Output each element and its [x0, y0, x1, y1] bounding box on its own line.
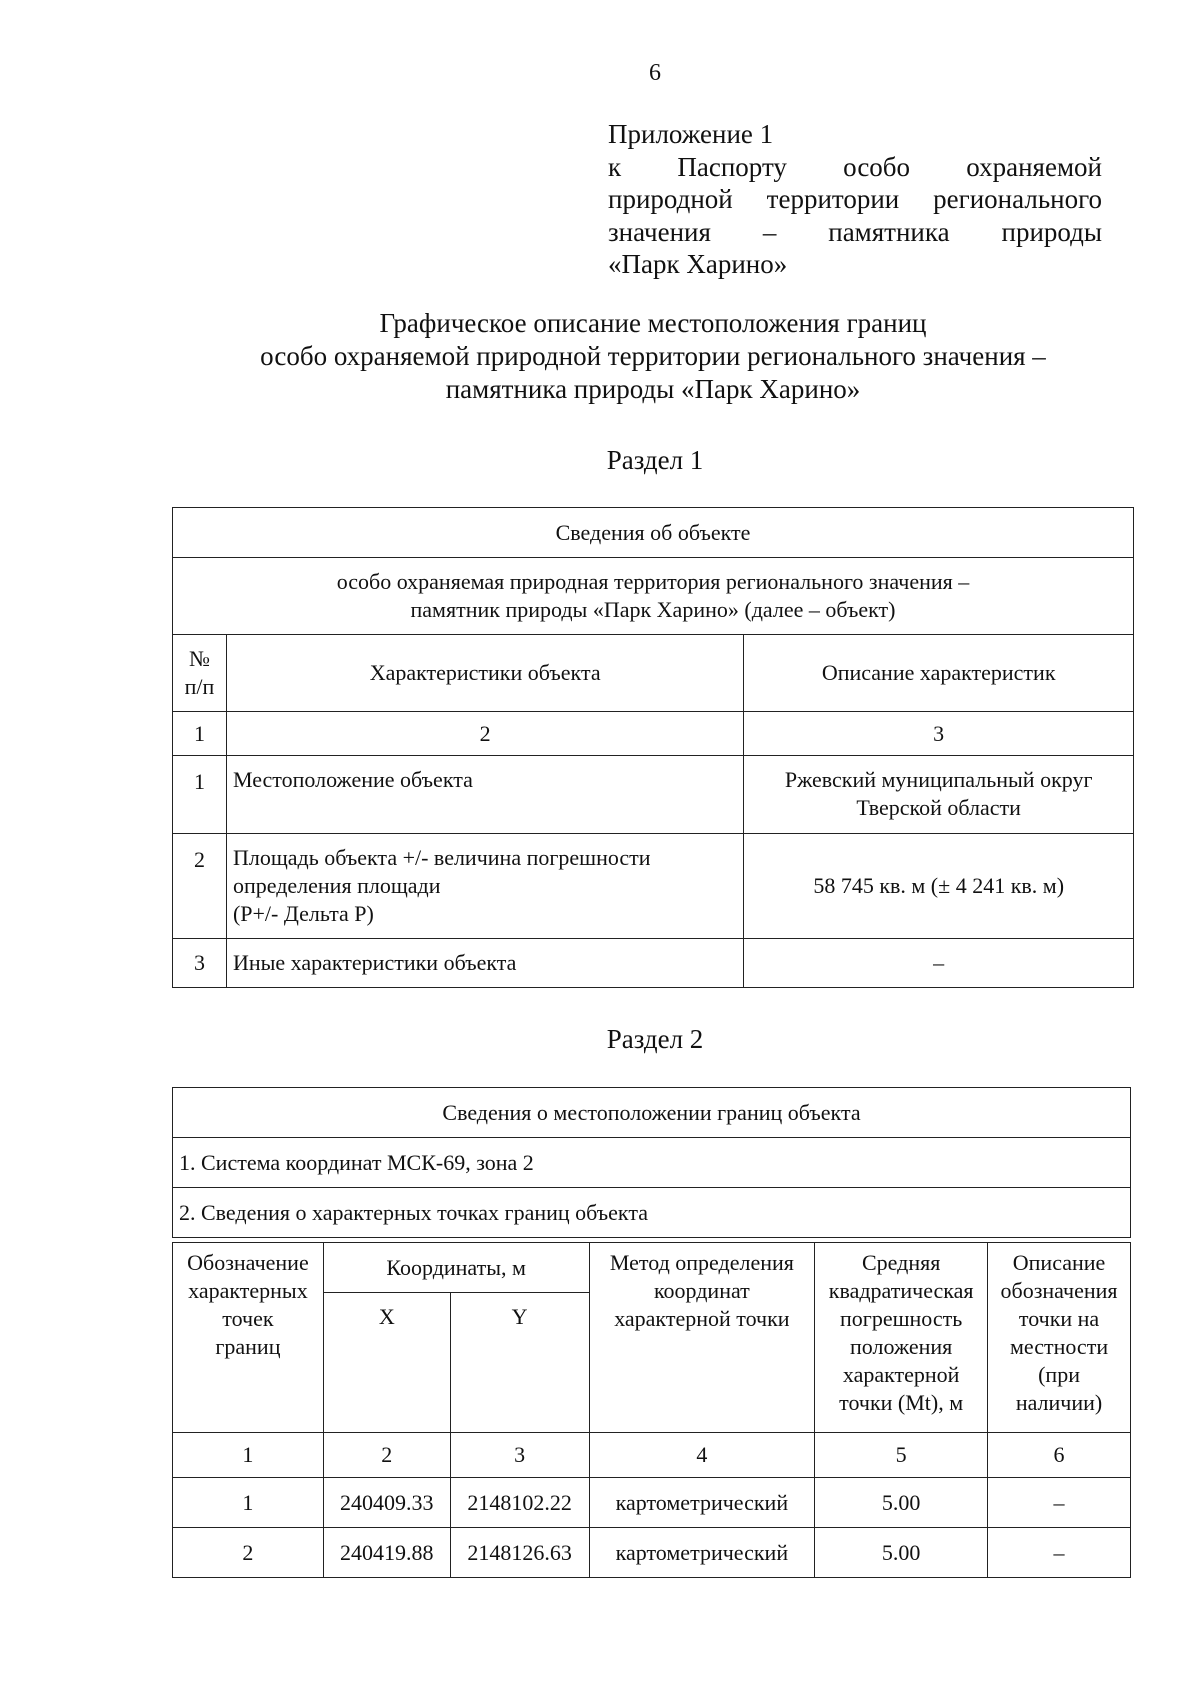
- point-method: картометрический: [589, 1478, 815, 1528]
- object-info-table: [172, 507, 1134, 988]
- appendix-line: к Паспорту особо охраняемой: [608, 151, 1102, 182]
- table-row: [173, 1478, 1131, 1528]
- row-description: [744, 756, 1134, 834]
- column-number: 4: [589, 1433, 815, 1478]
- column-number: 1: [173, 712, 227, 756]
- table-title: Сведения об объекте: [173, 508, 1134, 558]
- table-row: [173, 756, 1134, 834]
- point-y: 2148102.22: [450, 1478, 589, 1528]
- header-characteristics: Характеристики объекта: [226, 635, 743, 712]
- header-line: Средняя: [861, 1250, 941, 1275]
- header-line: характерной точки: [614, 1306, 790, 1331]
- point-id: 1: [173, 1478, 324, 1528]
- header-line: характерной: [842, 1362, 960, 1387]
- header-point-description: [988, 1243, 1131, 1433]
- header-error: [815, 1243, 988, 1433]
- header-description: Описание характеристик: [744, 635, 1134, 712]
- appendix-line: Приложение 1: [608, 119, 774, 149]
- row-characteristic-line: определения площади: [232, 873, 441, 898]
- header-line: Метод определения: [609, 1250, 794, 1275]
- header-line: точки на: [1018, 1306, 1100, 1331]
- row-characteristic-line: Площадь объекта +/- величина погрешности: [232, 845, 651, 870]
- document-heading: [172, 307, 1134, 406]
- table-title: Сведения о местоположении границ объекта: [173, 1088, 1131, 1138]
- row-characteristic-line: (Р+/- Дельта Р): [232, 901, 374, 926]
- header-line: границ: [215, 1334, 281, 1359]
- header-x: X: [323, 1293, 450, 1433]
- header-line: погрешность: [840, 1306, 963, 1331]
- column-number: 2: [323, 1433, 450, 1478]
- row-number: 2: [173, 834, 227, 939]
- appendix-line: «Парк Харино»: [608, 249, 788, 279]
- table-row: [173, 834, 1134, 939]
- heading-line: памятника природы «Парк Харино»: [445, 374, 861, 404]
- header-num-line: №: [188, 646, 210, 671]
- header-num-line: п/п: [184, 674, 215, 699]
- point-x: 240409.33: [323, 1478, 450, 1528]
- point-id: 2: [173, 1528, 324, 1578]
- column-number: 2: [226, 712, 743, 756]
- header-line: местности: [1010, 1334, 1109, 1359]
- row-description: –: [744, 939, 1134, 988]
- header-coordinates: Координаты, м: [323, 1243, 589, 1293]
- row-characteristic: Местоположение объекта: [226, 756, 743, 834]
- table-row: [173, 1528, 1131, 1578]
- boundaries-info-table: [172, 1087, 1131, 1238]
- row-description: 58 745 кв. м (± 4 241 кв. м): [744, 834, 1134, 939]
- row-characteristic: [226, 834, 743, 939]
- column-number: 3: [744, 712, 1134, 756]
- row-number: 1: [173, 756, 227, 834]
- header-line: положения: [850, 1334, 953, 1359]
- column-number: 5: [815, 1433, 988, 1478]
- point-method: картометрический: [589, 1528, 815, 1578]
- heading-line: особо охраняемой природной территории регионального значения –: [260, 341, 1046, 371]
- header-line: (при: [1038, 1362, 1080, 1387]
- point-x: 240419.88: [323, 1528, 450, 1578]
- row-description-line: Тверской области: [856, 795, 1021, 820]
- section1-title: Раздел 1: [606, 445, 704, 475]
- table-row: [173, 939, 1134, 988]
- point-y: 2148126.63: [450, 1528, 589, 1578]
- point-description: –: [988, 1478, 1131, 1528]
- header-designation: [173, 1243, 324, 1433]
- header-line: Обозначение: [187, 1250, 309, 1275]
- object-name-line: особо охраняемая природная территория регионального значения –: [336, 569, 970, 594]
- header-num: [173, 635, 227, 712]
- row-number: 3: [173, 939, 227, 988]
- header-y: Y: [450, 1293, 589, 1433]
- point-error: 5.00: [815, 1478, 988, 1528]
- heading-line: Графическое описание местоположения границ: [379, 308, 927, 338]
- column-number: 6: [988, 1433, 1131, 1478]
- section2-title: Раздел 2: [606, 1024, 704, 1054]
- header-line: Описание: [1012, 1250, 1106, 1275]
- object-name: [173, 558, 1134, 635]
- points-table: [172, 1242, 1131, 1578]
- header-line: обозначения: [1000, 1278, 1118, 1303]
- column-number: 3: [450, 1433, 589, 1478]
- header-line: характерных: [188, 1278, 308, 1303]
- points-title: 2. Сведения о характерных точках границ объекта: [173, 1188, 1131, 1238]
- object-name-line: памятник природы «Парк Харино» (далее – объект): [410, 597, 896, 622]
- header-line: точек: [222, 1306, 274, 1331]
- header-line: координат: [653, 1278, 750, 1303]
- appendix-line: значения – памятника природы: [608, 216, 1102, 247]
- row-description-line: Ржевский муниципальный округ: [784, 767, 1093, 792]
- appendix-line: природной территории регионального: [608, 184, 1102, 214]
- coordinate-system: 1. Система координат МСК-69, зона 2: [173, 1138, 1131, 1188]
- point-error: 5.00: [815, 1528, 988, 1578]
- header-line: наличии): [1015, 1390, 1103, 1415]
- appendix-note: [608, 118, 1102, 281]
- row-characteristic: Иные характеристики объекта: [226, 939, 743, 988]
- column-number: 1: [173, 1433, 324, 1478]
- header-method: [589, 1243, 815, 1433]
- point-description: –: [988, 1528, 1131, 1578]
- header-line: точки (Mt), м: [839, 1390, 964, 1415]
- header-line: квадратическая: [828, 1278, 974, 1303]
- page-number: 6: [649, 60, 661, 86]
